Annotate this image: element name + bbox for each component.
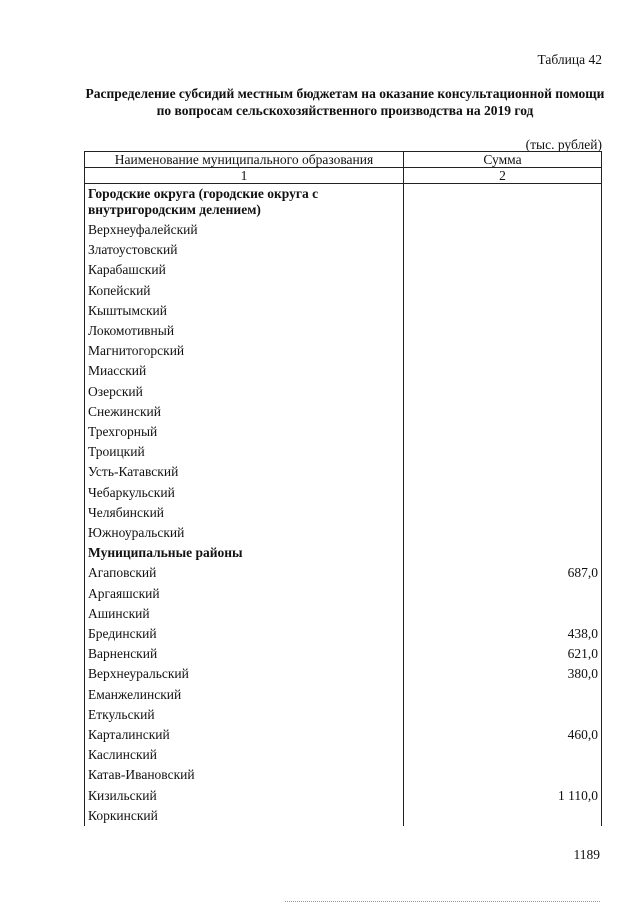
row-sum <box>404 523 602 543</box>
table-header-row <box>85 152 602 168</box>
table-row <box>85 806 602 826</box>
table-row <box>85 301 602 321</box>
table-row <box>85 184 602 221</box>
row-name: Варненский <box>85 644 404 664</box>
footer-divider <box>285 901 600 902</box>
row-name: Кизильский <box>85 786 404 806</box>
row-name: Чебаркульский <box>85 483 404 503</box>
row-sum <box>404 604 602 624</box>
row-sum <box>404 301 602 321</box>
table-row <box>85 664 602 684</box>
row-sum <box>404 281 602 301</box>
page-number: 1189 <box>573 847 600 862</box>
row-name: Муниципальные районы <box>85 543 404 563</box>
row-name: Каслинский <box>85 745 404 765</box>
row-sum: 380,0 <box>404 664 602 684</box>
row-name: Аргаяшский <box>85 584 404 604</box>
table-row <box>85 382 602 402</box>
row-sum <box>404 184 602 221</box>
row-sum <box>404 705 602 725</box>
row-sum <box>404 745 602 765</box>
table-row <box>85 220 602 240</box>
table-row <box>85 765 602 785</box>
subsidy-table <box>84 151 602 826</box>
row-name: Брединский <box>85 624 404 644</box>
table-row <box>85 584 602 604</box>
table-row <box>85 543 602 563</box>
row-name: Кыштымский <box>85 301 404 321</box>
document-title: Распределение субсидий местным бюджетам на оказание консультационной помощи по вопросам сельскохозяйственного производства на 2019 год <box>85 86 605 118</box>
row-name: Агаповский <box>85 563 404 583</box>
column-number-1: 1 <box>85 168 404 184</box>
table-row <box>85 462 602 482</box>
row-sum <box>404 765 602 785</box>
table-row <box>85 786 602 806</box>
table-row <box>85 705 602 725</box>
row-sum: 438,0 <box>404 624 602 644</box>
column-header-sum: Сумма <box>404 152 602 168</box>
row-sum <box>404 361 602 381</box>
row-name: Троицкий <box>85 442 404 462</box>
row-sum <box>404 584 602 604</box>
row-name: Копейский <box>85 281 404 301</box>
table-row <box>85 644 602 664</box>
table-row <box>85 503 602 523</box>
row-name: Озерский <box>85 382 404 402</box>
table-row <box>85 725 602 745</box>
table-row <box>85 361 602 381</box>
units-note: (тыс. рублей) <box>525 137 602 152</box>
row-sum <box>404 422 602 442</box>
row-name: Миасский <box>85 361 404 381</box>
row-name: Верхнеуфалейский <box>85 220 404 240</box>
row-name: Южноуральский <box>85 523 404 543</box>
row-sum <box>404 483 602 503</box>
table-row <box>85 402 602 422</box>
table-row <box>85 745 602 765</box>
row-name: Верхнеуральский <box>85 664 404 684</box>
table-row <box>85 341 602 361</box>
table-label: Таблица 42 <box>537 52 602 67</box>
column-number-2: 2 <box>404 168 602 184</box>
row-sum <box>404 442 602 462</box>
row-sum <box>404 462 602 482</box>
column-number-row <box>85 168 602 184</box>
row-sum <box>404 402 602 422</box>
row-sum <box>404 321 602 341</box>
row-sum <box>404 382 602 402</box>
row-sum <box>404 341 602 361</box>
column-header-name: Наименование муниципального образования <box>85 152 404 168</box>
row-sum: 687,0 <box>404 563 602 583</box>
row-name: Трехгорный <box>85 422 404 442</box>
row-sum <box>404 543 602 563</box>
table-row <box>85 422 602 442</box>
row-name: Карабашский <box>85 260 404 280</box>
row-sum: 621,0 <box>404 644 602 664</box>
row-sum: 460,0 <box>404 725 602 745</box>
table-row <box>85 624 602 644</box>
row-sum <box>404 260 602 280</box>
row-name: Ашинский <box>85 604 404 624</box>
row-sum <box>404 806 602 826</box>
row-name: Магнитогорский <box>85 341 404 361</box>
row-sum <box>404 503 602 523</box>
row-name: Еманжелинский <box>85 685 404 705</box>
table-row <box>85 685 602 705</box>
row-name: Усть-Катавский <box>85 462 404 482</box>
table-row <box>85 442 602 462</box>
row-sum: 1 110,0 <box>404 786 602 806</box>
row-name: Локомотивный <box>85 321 404 341</box>
table-row <box>85 260 602 280</box>
table-row <box>85 321 602 341</box>
row-name: Златоустовский <box>85 240 404 260</box>
row-name: Карталинский <box>85 725 404 745</box>
row-name: Еткульский <box>85 705 404 725</box>
row-sum <box>404 220 602 240</box>
row-name: Городские округа (городские округа с внутригородским делением) <box>85 184 404 221</box>
row-sum <box>404 685 602 705</box>
row-sum <box>404 240 602 260</box>
table-row <box>85 604 602 624</box>
row-name: Коркинский <box>85 806 404 826</box>
table-row <box>85 281 602 301</box>
table-row <box>85 240 602 260</box>
table-row <box>85 563 602 583</box>
row-name: Катав-Ивановский <box>85 765 404 785</box>
row-name: Снежинский <box>85 402 404 422</box>
table-row <box>85 523 602 543</box>
row-name: Челябинский <box>85 503 404 523</box>
table-row <box>85 483 602 503</box>
